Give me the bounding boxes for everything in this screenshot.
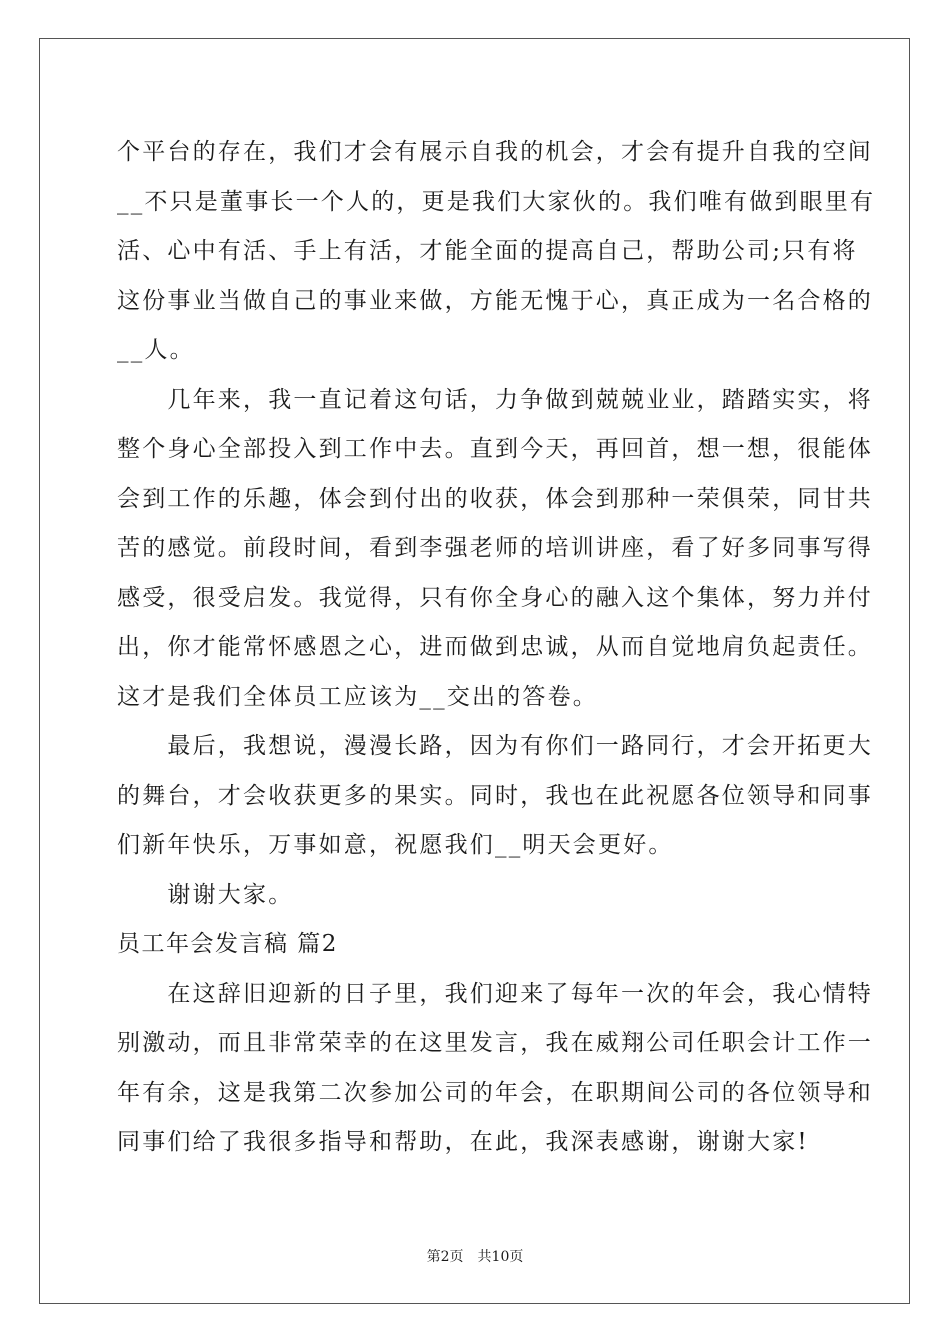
text-line: 整个身心全部投入到工作中去。直到今天，再回首，想一想，很能体 — [117, 436, 873, 462]
text-line: 苦的感觉。前段时间，看到李强老师的培训讲座，看了好多同事写得 — [117, 535, 873, 561]
page-total: 共10页 — [477, 1249, 524, 1265]
text-line: 年有余，这是我第二次参加公司的年会，在职期间公司的各位领导和 — [117, 1079, 873, 1106]
text-line: __不只是董事长一个人的，更是我们大家伙的。我们唯有做到眼里有 — [117, 188, 876, 215]
text-line: __人。 — [117, 337, 195, 363]
page-number: 第2页 — [426, 1249, 464, 1265]
text-line: 在这辞旧迎新的日子里，我们迎来了每年一次的年会，我心情特 — [117, 980, 873, 1007]
section-heading: 员工年会发言稿 篇2 — [117, 931, 338, 957]
text-line: 这份事业当做自己的事业来做，方能无愧于心，真正成为一名合格的 — [117, 287, 873, 314]
text-line: 这才是我们全体员工应该为__交出的答卷。 — [117, 683, 598, 710]
document-body — [117, 128, 876, 1168]
text-line: 别激动，而且非常荣幸的在这里发言，我在威翔公司任职会计工作一 — [117, 1030, 873, 1056]
text-line: 会到工作的乐趣，体会到付出的收获，体会到那种一荣俱荣，同甘共 — [117, 485, 873, 512]
text-line: 同事们给了我很多指导和帮助，在此，我深表感谢，谢谢大家! — [117, 1129, 809, 1155]
text-line: 谢谢大家。 — [117, 881, 294, 908]
text-line: 几年来，我一直记着这句话，力争做到兢兢业业，踏踏实实，将 — [117, 386, 873, 413]
text-line: 出，你才能常怀感恩之心，进而做到忠诚，从而自觉地肩负起责任。 — [117, 634, 873, 660]
text-line: 最后，我想说，漫漫长路，因为有你们一路同行，才会开拓更大 — [117, 733, 873, 759]
text-line: 的舞台，才会收获更多的果实。同时，我也在此祝愿各位领导和同事 — [117, 782, 873, 809]
text-line: 们新年快乐，万事如意，祝愿我们__明天会更好。 — [117, 832, 674, 858]
text-line: 个平台的存在，我们才会有展示自我的机会，才会有提升自我的空间 — [117, 139, 873, 165]
text-line: 活、心中有活、手上有活，才能全面的提高自己，帮助公司;只有将 — [117, 238, 858, 264]
text-line: 感受，很受启发。我觉得，只有你全身心的融入这个集体，努力并付 — [117, 584, 873, 611]
page-footer — [0, 1246, 950, 1266]
